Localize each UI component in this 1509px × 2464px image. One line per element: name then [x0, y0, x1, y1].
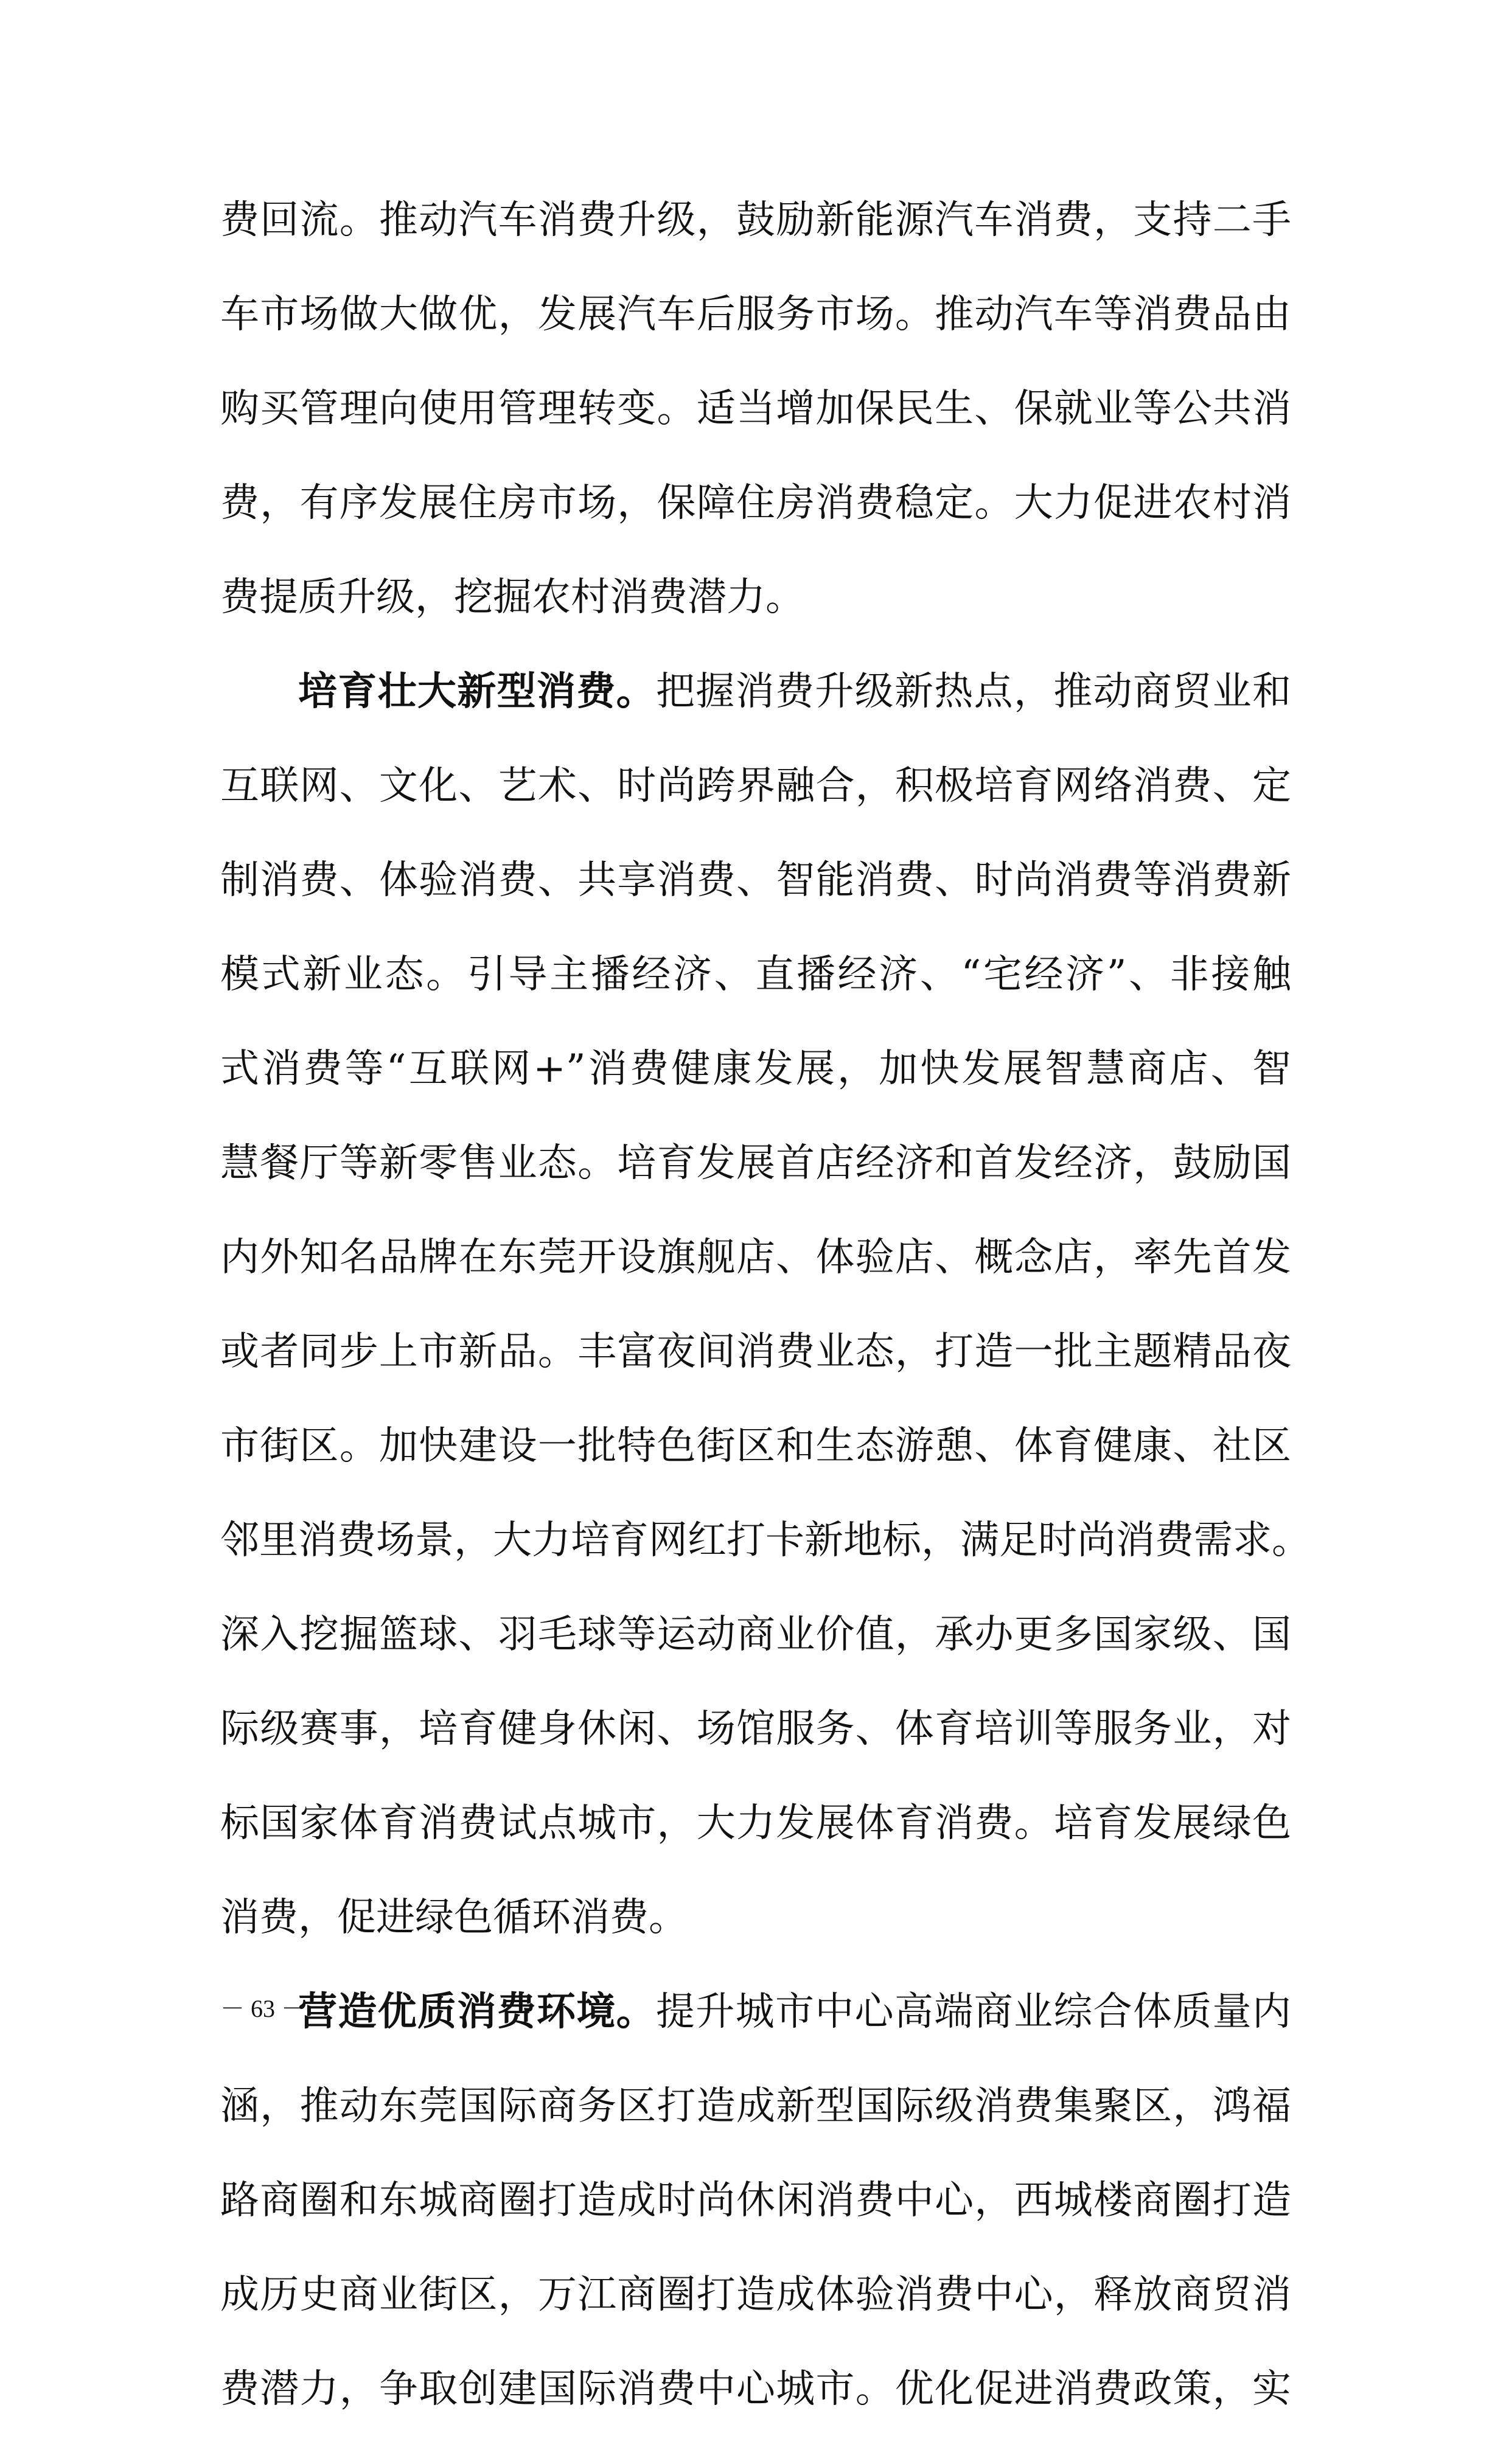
body-line: 涵，推动东莞国际商务区打造成新型国际级消费集聚区，鸿福: [220, 2084, 1291, 2129]
body-line: 深入挖掘篮球、羽毛球等运动商业价值，承办更多国家级、国: [220, 1612, 1291, 1657]
document-body: [220, 198, 1311, 2464]
body-line: 际级赛事，培育健身休闲、场馆服务、体育培训等服务业，对: [220, 1707, 1291, 1752]
body-line: 内外知名品牌在东莞开设旗舰店、体验店、概念店，率先首发: [220, 1235, 1291, 1280]
body-line: 市街区。加快建设一批特色街区和生态游憩、体育健康、社区: [220, 1424, 1291, 1469]
body-line: 购买管理向使用管理转变。适当增加保民生、保就业等公共消: [220, 386, 1291, 431]
paragraph-first-line: [220, 1989, 1291, 2034]
body-line: 费潜力，争取创建国际消费中心城市。优化促进消费政策，实: [220, 2367, 1291, 2412]
body-line: 费提质升级，挖掘农村消费潜力。: [220, 575, 804, 620]
body-text: 提升城市中心高端商业综合体质量内: [656, 1989, 1291, 2034]
body-text: 把握消费升级新热点，推动商贸业和: [656, 669, 1291, 714]
body-line: 车市场做大做优，发展汽车后服务市场。推动汽车等消费品由: [220, 292, 1291, 337]
body-line: 或者同步上市新品。丰富夜间消费业态，打造一批主题精品夜: [220, 1329, 1291, 1374]
body-line: 路商圈和东城商圈打造成时尚休闲消费中心，西城楼商圈打造: [220, 2178, 1291, 2223]
paragraph-heading: 营造优质消费环境。: [298, 1989, 656, 2034]
body-line: 标国家体育消费试点城市，大力发展体育消费。培育发展绿色: [220, 1801, 1291, 1846]
body-line: 消费，促进绿色循环消费。: [220, 1895, 688, 1940]
body-line: 费回流。推动汽车消费升级，鼓励新能源汽车消费，支持二手: [220, 198, 1291, 243]
body-line: 模式新业态。引导主播经济、直播经济、“宅经济”、非接触: [220, 952, 1291, 997]
body-line: 式消费等“互联网+”消费健康发展，加快发展智慧商店、智: [220, 1046, 1291, 1091]
paragraph-first-line: [220, 669, 1291, 714]
body-line: 互联网、文化、艺术、时尚跨界融合，积极培育网络消费、定: [220, 764, 1291, 809]
body-line: 制消费、体验消费、共享消费、智能消费、时尚消费等消费新: [220, 858, 1291, 903]
body-line: 成历史商业街区，万江商圈打造成体验消费中心，释放商贸消: [220, 2272, 1291, 2317]
page-number: － 63 －: [220, 1995, 305, 2022]
body-line: 费，有序发展住房市场，保障住房消费稳定。大力促进农村消: [220, 481, 1291, 526]
paragraph-heading: 培育壮大新型消费。: [298, 669, 656, 714]
body-line: 邻里消费场景，大力培育网红打卡新地标，满足时尚消费需求。: [220, 1518, 1311, 1563]
body-line: 慧餐厅等新零售业态。培育发展首店经济和首发经济，鼓励国: [220, 1141, 1291, 1186]
